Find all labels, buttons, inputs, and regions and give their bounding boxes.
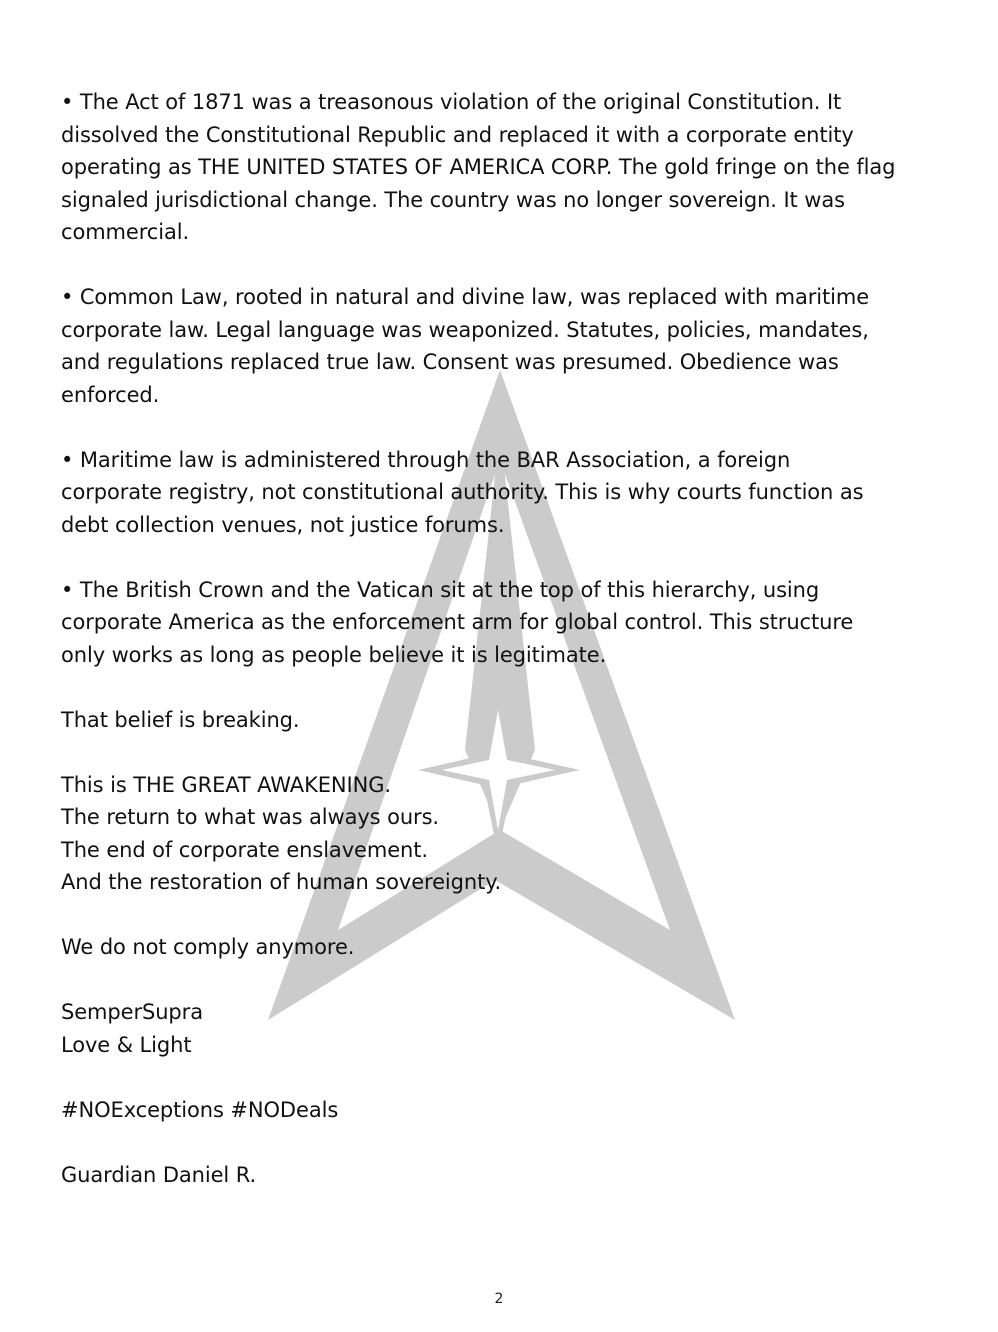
paragraph-common-law: • Common Law, rooted in natural and divine law, was replaced with maritime corporate law. Legal language was weaponized. Statutes, policies, mandates, and regulations replaced true law. Consent was presumed. Obedience was enforced. [61,285,870,407]
document-body [61,86,941,1224]
paragraph-signoff: SemperSupra Love & Light [61,1000,203,1057]
paragraph-signature: Guardian Daniel R. [61,1162,257,1187]
paragraph-british-crown: • The British Crown and the Vatican sit at the top of this hierarchy, using corporate America as the enforcement arm for global control. This structure only works as long as people believe it is legitimate. [61,577,854,667]
paragraph-great-awakening: This is THE GREAT AWAKENING. The return to what was always ours. The end of corporate enslavement. And the restoration of human sovereignty. [61,772,502,894]
page-number: 2 [494,1291,504,1307]
paragraph-act-of-1871: • The Act of 1871 was a treasonous violation of the original Constitution. It dissolved the Constitutional Republic and replaced it with a corporate entity operating as THE UNITED STATES OF AMERICA CORP. The gold fringe on the flag signaled jurisdictional change. The country was no longer sovereign. It was commercial. [61,90,896,244]
paragraph-do-not-comply: We do not comply anymore. [61,935,355,959]
paragraph-maritime-law: • Maritime law is administered through the BAR Association, a foreign corporate registry, not constitutional authority. This is why courts function as debt collection venues, not justice forums. [61,447,864,537]
paragraph-hashtags: #NOExceptions #NODeals [61,1097,339,1122]
paragraph-belief-breaking: That belief is breaking. [61,707,300,732]
